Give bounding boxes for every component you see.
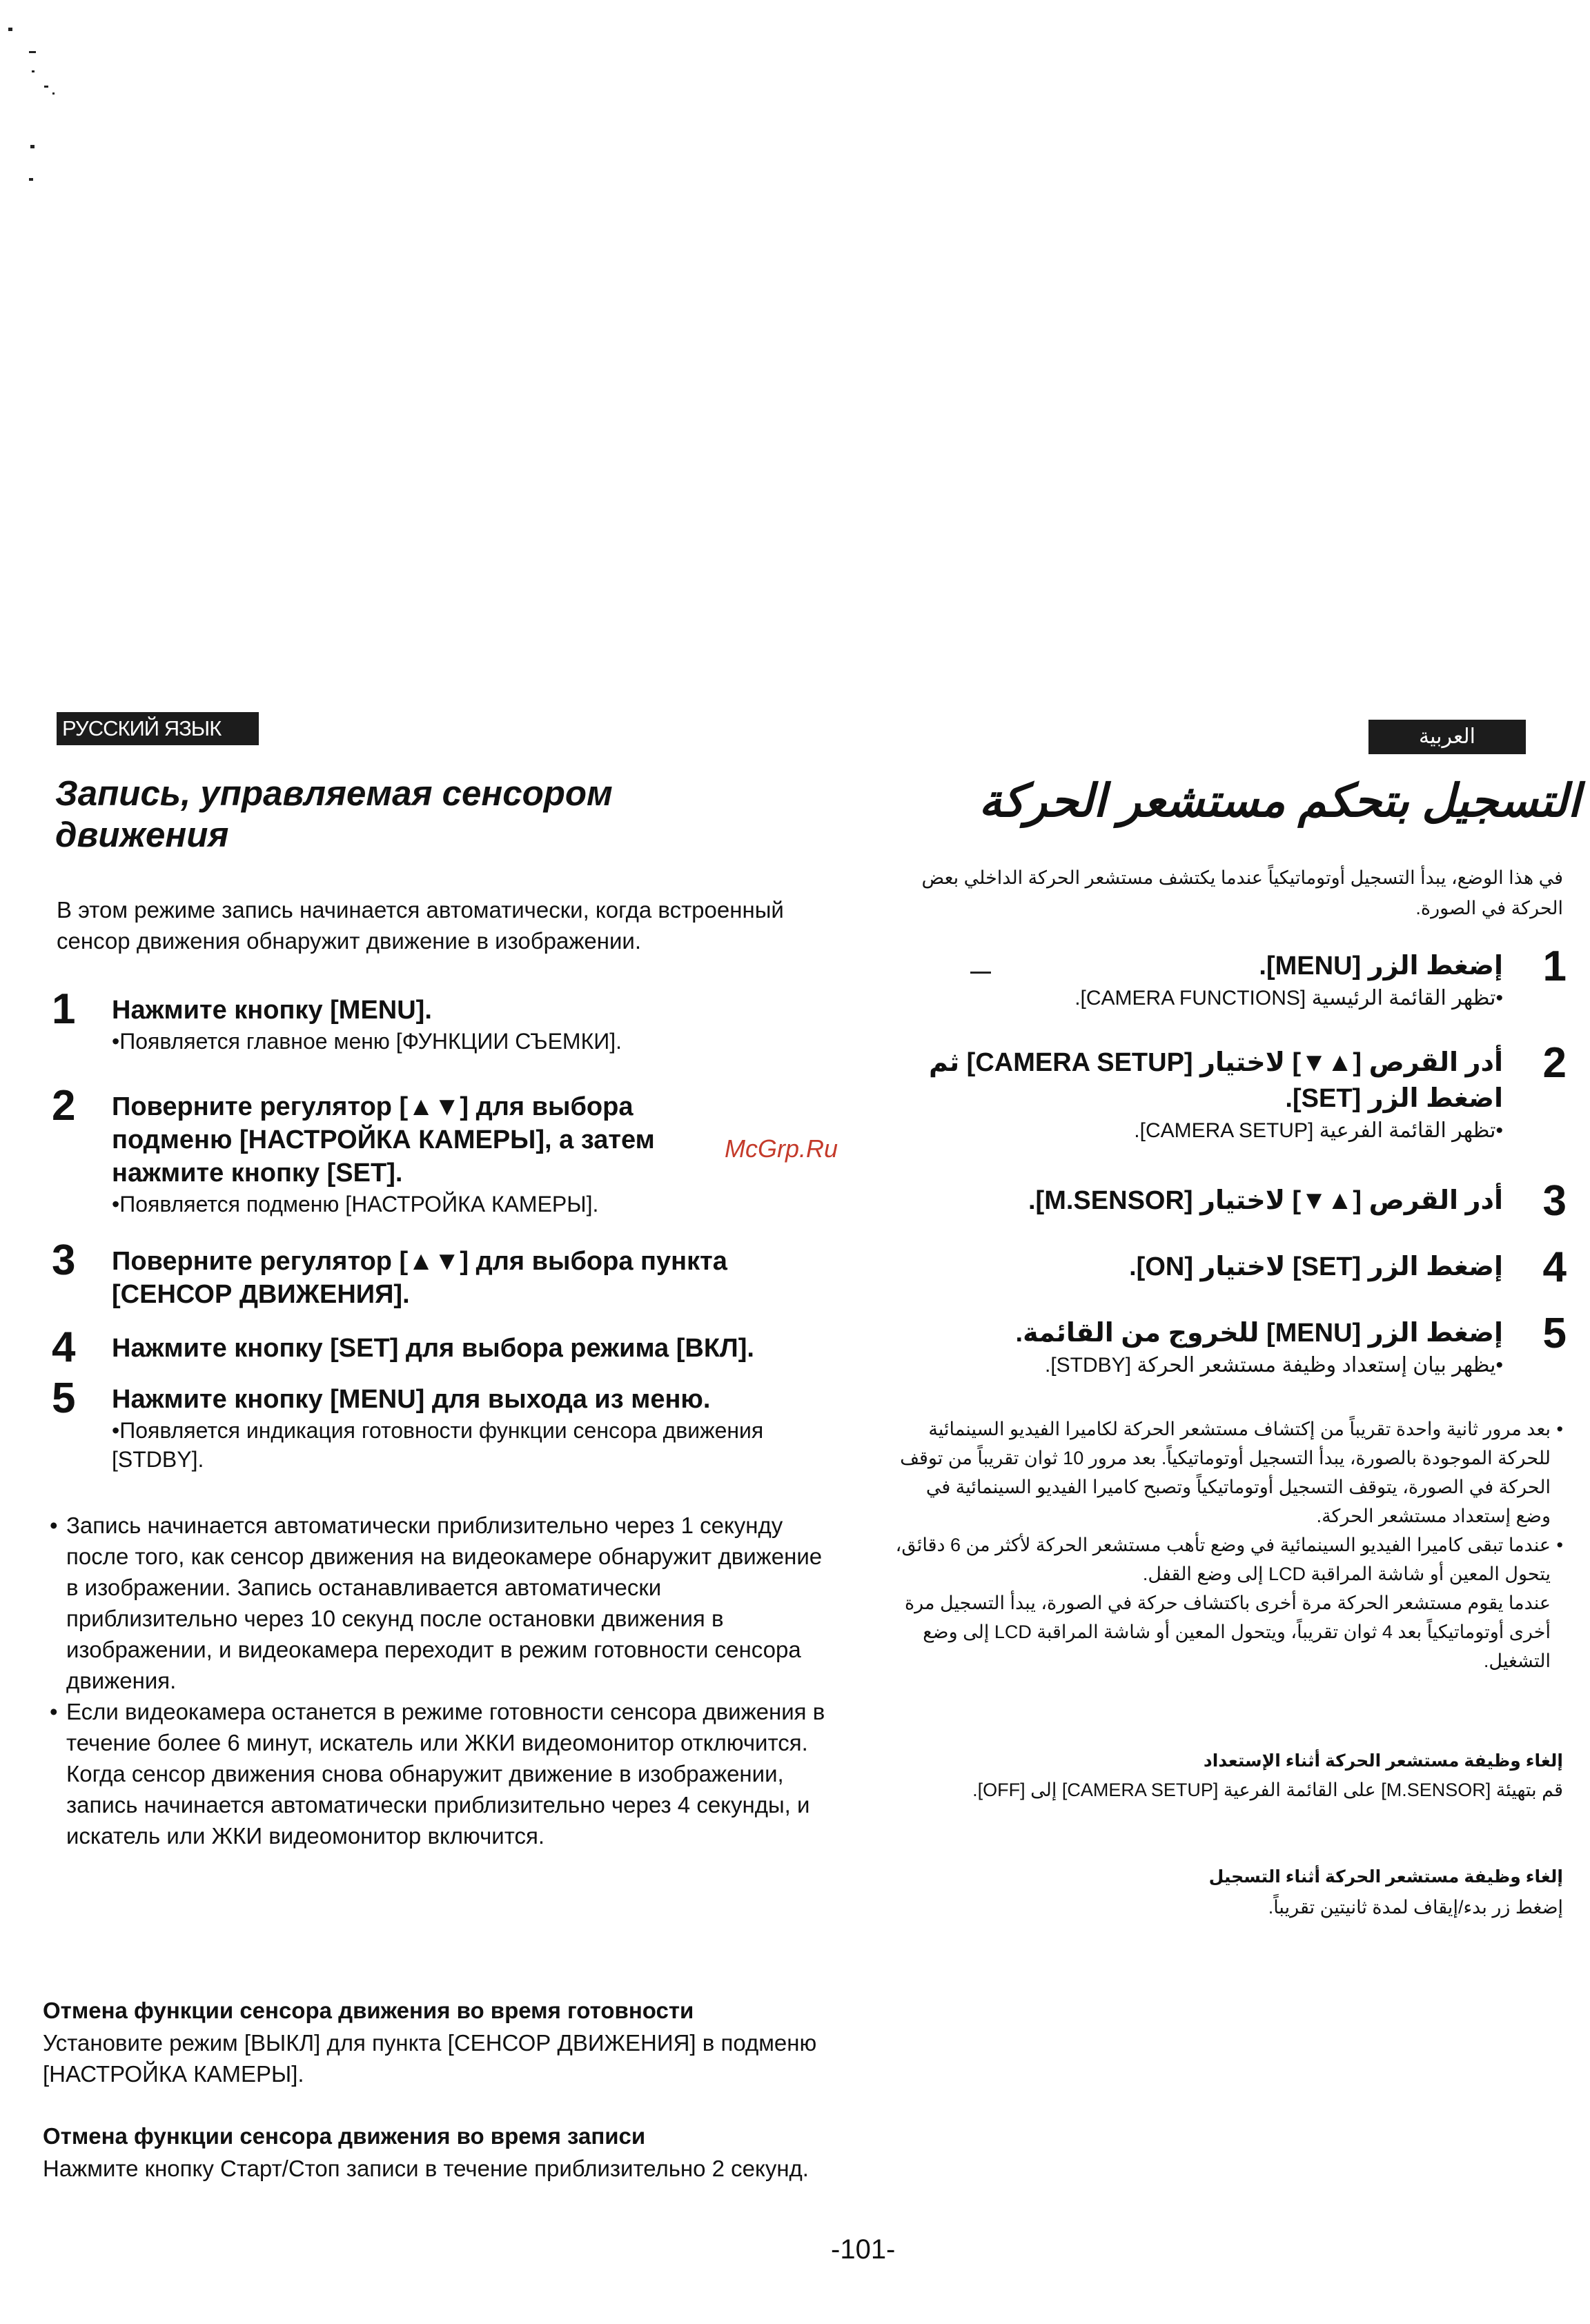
page-number: -101-	[831, 2234, 896, 2265]
step-number: 4	[1542, 1243, 1567, 1291]
step-note: •تظهر القائمة الرئيسية [CAMERA FUNCTIONS].	[1074, 987, 1503, 1010]
step-text: Нажмите кнопку [MENU].	[112, 996, 432, 1025]
note-continuation: Когда сенсор движения снова обнаружит движение в изображении, запись начинается автоматически приблизительно через 4 секунды, и искатель или ЖКИ видеомонитор включится.	[66, 1761, 810, 1849]
cancel-standby-heading-arabic: إلغاء وظيفة مستشعر الحركة أثناء الإستعداد	[1203, 1751, 1563, 1771]
step-note: •Появляется главное меню [ФУНКЦИИ СЪЕМКИ].	[112, 1029, 622, 1054]
step-number: 3	[52, 1237, 76, 1284]
cancel-recording-heading-russian: Отмена функции сенсора движения во время записи	[43, 2123, 646, 2149]
step-text: أدر القرص [▲▼] لاختيار [M.SENSOR].	[1028, 1186, 1503, 1215]
step-4-russian	[52, 1323, 845, 1371]
language-badge-russian: РУССКИЙ ЯЗЫК	[57, 712, 259, 745]
step-1-arabic	[911, 943, 1567, 1013]
step-number: 1	[1542, 943, 1567, 990]
note-bullet: • Если видеокамера останется в режиме готовности сенсора движения в течение более 6 минут, искатель или ЖКИ видеомонитор отключится.	[50, 1696, 830, 1758]
intro-russian: В этом режиме запись начинается автоматически, когда встроенный сенсор движения обнаружит движение в изображении.	[57, 897, 784, 954]
step-number: 2	[52, 1082, 76, 1130]
step-3-russian	[52, 1237, 845, 1311]
language-badge-arabic: العربية	[1368, 720, 1526, 754]
step-text: إضغط الزر [MENU].	[1259, 952, 1503, 981]
step-text: Нажмите кнопку [SET] для выбора режима [ВКЛ].	[112, 1334, 754, 1363]
step-3-arabic	[911, 1177, 1567, 1225]
step-number: 2	[1542, 1039, 1567, 1087]
step-number: 3	[1542, 1177, 1567, 1225]
step-1-russian	[52, 985, 845, 1056]
step-text: أدر القرص [▲▼] لاختيار [CAMERA SETUP] ثم اضغط الزر [SET].	[929, 1048, 1503, 1113]
step-number: 5	[1542, 1310, 1567, 1357]
step-5-russian	[52, 1375, 845, 1474]
cancel-recording-text-arabic: إضغط زر بدء/إيقاف لمدة ثانيتين تقريباً.	[1268, 1897, 1563, 1918]
step-note: •Появляется подменю [НАСТРОЙКА КАМЕРЫ].	[112, 1192, 599, 1217]
step-number: 1	[52, 985, 76, 1033]
step-2-arabic	[911, 1039, 1567, 1145]
step-text: Поверните регулятор [▲▼] для выбора подменю [НАСТРОЙКА КАМЕРЫ], а затем нажмите кнопку [SET].	[112, 1092, 655, 1188]
cancel-standby-heading-russian: Отмена функции сенсора движения во время готовности	[43, 1998, 694, 2023]
step-note: •يظهر بيان إستعداد وظيفة مستشعر الحركة [STDBY].	[1044, 1354, 1503, 1377]
step-5-arabic	[911, 1310, 1567, 1380]
step-note: •Появляется индикация готовности функции сенсора движения [STDBY].	[112, 1418, 764, 1472]
watermark: McGrp.Ru	[725, 1134, 838, 1163]
cancel-recording-text-russian: Нажмите кнопку Старт/Стоп записи в течение приблизительно 2 секунд.	[43, 2156, 809, 2181]
cancel-standby-text-arabic: قم بتهيئة [M.SENSOR] على القائمة الفرعية [CAMERA SETUP] إلى [OFF].	[972, 1780, 1563, 1800]
step-text: إضغط الزر [SET] لاختيار [ON].	[1129, 1252, 1503, 1281]
step-text: Поверните регулятор [▲▼] для выбора пункта [СЕНСОР ДВИЖЕНИЯ].	[112, 1247, 727, 1309]
note-bullet: • عندما تبقى كاميرا الفيديو السينمائية في وضع تأهب مستشعر الحركة لأكثر من 6 دقائق، يتحول المعين أو شاشة المراقبة LCD إلى وضع القفل.	[890, 1530, 1563, 1588]
section-title-russian: Запись, управляемая сенсором движения	[55, 774, 613, 854]
intro-arabic: في هذا الوضع، يبدأ التسجيل أوتوماتيكياً عندما يكتشف مستشعر الحركة الداخلي بعض الحركة في الصورة.	[921, 867, 1563, 918]
cancel-standby-text-russian: Установите режим [ВЫКЛ] для пункта [СЕНСОР ДВИЖЕНИЯ] в подменю [НАСТРОЙКА КАМЕРЫ].	[43, 2030, 817, 2087]
note-bullet: • بعد مرور ثانية واحدة تقريباً من إكتشاف مستشعر الحركة لكاميرا الفيديو السينمائية للحركة الموجودة بالصورة، يبدأ التسجيل أوتوماتيكياً. بعد مرور 10 ثوان تقريباً من توقف الحركة في الصورة، يتوقف التسجيل أوتوماتيكياً وتصبح كاميرا الفيديو السينمائية في وضع إستعداد مستشعر الحركة.	[890, 1415, 1563, 1530]
cancel-recording-heading-arabic: إلغاء وظيفة مستشعر الحركة أثناء التسجيل	[1208, 1867, 1563, 1887]
step-number: 5	[52, 1375, 76, 1422]
section-title-arabic: التسجيل بتحكم مستشعر الحركة	[979, 775, 1580, 826]
step-text: إضغط الزر [MENU] للخروج من القائمة.	[1015, 1319, 1503, 1348]
notes-arabic	[890, 1415, 1563, 1675]
step-text: Нажмите кнопку [MENU] для выхода из меню.	[112, 1385, 711, 1414]
step-number: 4	[52, 1323, 76, 1371]
step-note: •تظهر القائمة الفرعية [CAMERA SETUP].	[1134, 1119, 1503, 1142]
note-continuation: عندما يقوم مستشعر الحركة مرة أخرى باكتشاف حركة في الصورة، يبدأ التسجيل مرة أخرى أوتوماتيكياً بعد 4 ثوان تقريباً، ويتحول المعين أو شاشة المراقبة LCD إلى وضع التشغيل.	[905, 1593, 1551, 1671]
note-bullet: • Запись начинается автоматически приблизительно через 1 секунду после того, как сенсор движения на видеокамере обнаружит движение в изображении. Запись останавливается автоматически приблизительно через 10 секунд после остановки движения в изображении, и видеокамера переходит в режим готовности сенсора движения.	[50, 1510, 830, 1696]
step-4-arabic	[911, 1243, 1567, 1291]
notes-russian	[50, 1510, 830, 1851]
